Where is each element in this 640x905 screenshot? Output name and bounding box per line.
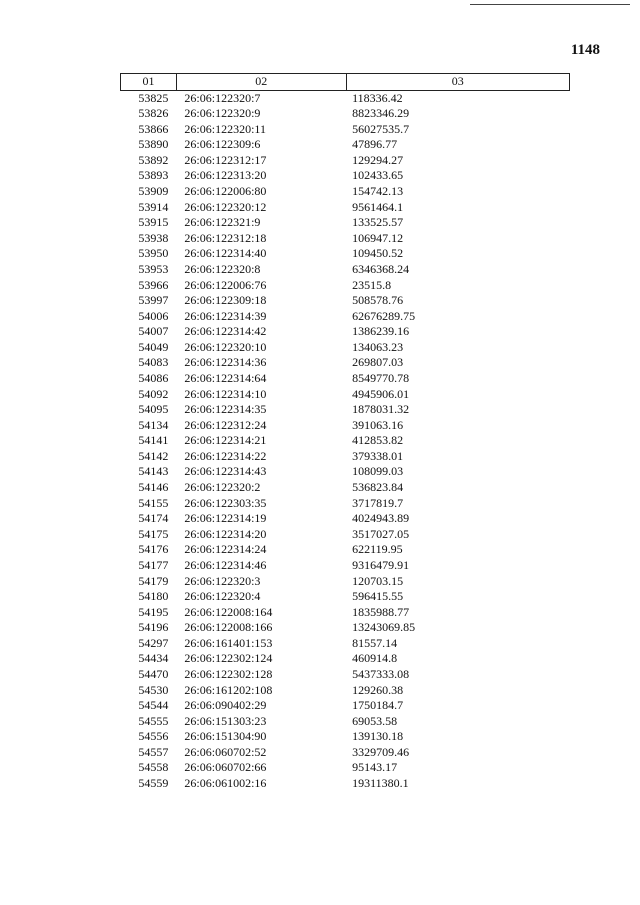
table-row: [121, 511, 570, 527]
cadastral-number-cell: 26:06:060702:52: [184, 744, 267, 759]
cadastral-number-cell: 26:06:060702:66: [184, 760, 267, 775]
row-id-cell: 53826: [138, 106, 169, 121]
row-id-cell: 54559: [138, 776, 169, 791]
value-cell: 1878031.32: [352, 402, 410, 417]
row-id-cell: 53914: [138, 199, 169, 214]
cadastral-number-cell: 26:06:122320:12: [184, 199, 267, 214]
row-id-cell: 54177: [138, 557, 169, 572]
table-row: [121, 278, 570, 294]
value-cell: 81557.14: [352, 635, 398, 650]
table-row: [121, 745, 570, 761]
table-row: [121, 542, 570, 558]
value-cell: 56027535.7: [352, 121, 410, 136]
column-header-02: 02: [176, 74, 346, 91]
value-cell: 9316479.91: [352, 557, 410, 572]
cadastral-number-cell: 26:06:122314:20: [184, 526, 267, 541]
table-row: [121, 776, 570, 792]
value-cell: 109450.52: [352, 246, 404, 261]
table-row: [121, 324, 570, 340]
row-id-cell: 54134: [138, 417, 169, 432]
table-row: [121, 651, 570, 667]
row-id-cell: 54180: [138, 589, 169, 604]
table-row: [121, 293, 570, 309]
table-row: [121, 153, 570, 169]
cadastral-number-cell: 26:06:122303:35: [184, 495, 267, 510]
cadastral-number-cell: 26:06:122309:18: [184, 293, 267, 308]
table-row: [121, 683, 570, 699]
column-header-03: 03: [346, 74, 569, 91]
value-cell: 622119.95: [352, 542, 403, 557]
value-cell: 106947.12: [352, 230, 404, 245]
value-cell: 19311380.1: [352, 776, 409, 791]
row-id-cell: 54006: [138, 308, 169, 323]
cadastral-number-cell: 26:06:151304:90: [184, 729, 267, 744]
table-row: [121, 246, 570, 262]
cadastral-number-cell: 26:06:122320:10: [184, 339, 267, 354]
cadastral-number-cell: 26:06:122314:24: [184, 542, 267, 557]
value-cell: 9561464.1: [352, 199, 404, 214]
value-cell: 13243069.85: [352, 620, 416, 635]
cadastral-number-cell: 26:06:122008:166: [184, 620, 273, 635]
table-row: [121, 355, 570, 371]
row-id-cell: 53890: [138, 137, 169, 152]
table-row: [121, 168, 570, 184]
table-row: [121, 90, 570, 106]
value-cell: 379338.01: [352, 448, 404, 463]
table-row: [121, 574, 570, 590]
value-cell: 129294.27: [352, 152, 404, 167]
row-id-cell: 53909: [138, 184, 169, 199]
table-row: [121, 340, 570, 356]
value-cell: 1750184.7: [352, 698, 404, 713]
cadastral-number-cell: 26:06:122006:76: [184, 277, 267, 292]
cadastral-number-cell: 26:06:161401:153: [184, 635, 273, 650]
cadastral-number-cell: 26:06:151303:23: [184, 713, 267, 728]
table-row: [121, 496, 570, 512]
value-cell: 8549770.78: [352, 370, 410, 385]
row-id-cell: 54146: [138, 480, 169, 495]
row-id-cell: 54142: [138, 448, 169, 463]
row-id-cell: 54141: [138, 433, 169, 448]
value-cell: 69053.58: [352, 713, 398, 728]
cadastral-number-cell: 26:06:122312:18: [184, 230, 267, 245]
row-id-cell: 54049: [138, 339, 169, 354]
table-row: [121, 200, 570, 216]
table-row: [121, 558, 570, 574]
table-row: [121, 480, 570, 496]
value-cell: 412853.82: [352, 433, 404, 448]
value-cell: 5437333.08: [352, 666, 410, 681]
table-row: [121, 760, 570, 776]
value-cell: 536823.84: [352, 480, 404, 495]
row-id-cell: 54007: [138, 324, 169, 339]
table-row: [121, 729, 570, 745]
row-id-cell: 53915: [138, 215, 169, 230]
table-body: [121, 90, 570, 792]
cadastral-number-cell: 26:06:122320:8: [184, 261, 261, 276]
cadastral-number-cell: 26:06:122320:11: [184, 121, 266, 136]
table-row: [121, 620, 570, 636]
table-header: [121, 74, 570, 91]
row-id-cell: 53953: [138, 261, 169, 276]
table-row: [121, 418, 570, 434]
table-row: [121, 371, 570, 387]
row-id-cell: 54470: [138, 666, 169, 681]
value-cell: 3517027.05: [352, 526, 410, 541]
cadastral-number-cell: 26:06:122302:128: [184, 666, 273, 681]
row-id-cell: 54176: [138, 542, 169, 557]
table-row: [121, 589, 570, 605]
cadastral-number-cell: 26:06:122314:19: [184, 511, 267, 526]
table-row: [121, 122, 570, 138]
table-row: [121, 309, 570, 325]
row-id-cell: 54174: [138, 511, 169, 526]
value-cell: 596415.55: [352, 589, 404, 604]
cadastral-number-cell: 26:06:122320:7: [184, 90, 261, 105]
table-row: [121, 137, 570, 153]
row-id-cell: 54556: [138, 729, 169, 744]
value-cell: 1386239.16: [352, 324, 410, 339]
value-cell: 47896.77: [352, 137, 398, 152]
row-id-cell: 53892: [138, 152, 169, 167]
table-row: [121, 698, 570, 714]
row-id-cell: 53950: [138, 246, 169, 261]
table-row: [121, 464, 570, 480]
cadastral-number-cell: 26:06:122302:124: [184, 651, 273, 666]
value-cell: 3329709.46: [352, 744, 410, 759]
table-row: [121, 106, 570, 122]
row-id-cell: 54557: [138, 744, 169, 759]
table-row: [121, 527, 570, 543]
cadastral-number-cell: 26:06:122006:80: [184, 184, 267, 199]
table-row: [121, 433, 570, 449]
table-row: [121, 215, 570, 231]
cadastral-number-cell: 26:06:122314:22: [184, 448, 267, 463]
cadastral-number-cell: 26:06:122008:164: [184, 604, 273, 619]
row-id-cell: 54155: [138, 495, 169, 510]
cadastral-number-cell: 26:06:061002:16: [184, 776, 267, 791]
row-id-cell: 54434: [138, 651, 169, 666]
value-cell: 120703.15: [352, 573, 404, 588]
row-id-cell: 53938: [138, 230, 169, 245]
cadastral-number-cell: 26:06:122314:46: [184, 557, 267, 572]
value-cell: 129260.38: [352, 682, 404, 697]
cadastral-number-cell: 26:06:122309:6: [184, 137, 261, 152]
cadastral-number-cell: 26:06:122314:21: [184, 433, 267, 448]
row-id-cell: 54083: [138, 355, 169, 370]
value-cell: 4024943.89: [352, 511, 410, 526]
value-cell: 508578.76: [352, 293, 404, 308]
value-cell: 108099.03: [352, 464, 404, 479]
value-cell: 6346368.24: [352, 261, 410, 276]
data-table: [120, 73, 570, 792]
cadastral-number-cell: 26:06:122314:42: [184, 324, 267, 339]
cadastral-number-cell: 26:06:122320:9: [184, 106, 261, 121]
cadastral-number-cell: 26:06:122320:3: [184, 573, 261, 588]
table-row: [121, 636, 570, 652]
row-id-cell: 54179: [138, 573, 169, 588]
column-header-01: 01: [121, 74, 177, 91]
row-id-cell: 54175: [138, 526, 169, 541]
table-row: [121, 605, 570, 621]
cadastral-number-cell: 26:06:122314:35: [184, 402, 267, 417]
row-id-cell: 54143: [138, 464, 169, 479]
row-id-cell: 54297: [138, 635, 169, 650]
value-cell: 23515.8: [352, 277, 392, 292]
row-id-cell: 54086: [138, 370, 169, 385]
table-row: [121, 262, 570, 278]
value-cell: 8823346.29: [352, 106, 410, 121]
row-id-cell: 53893: [138, 168, 169, 183]
cadastral-number-cell: 26:06:122314:64: [184, 370, 267, 385]
row-id-cell: 54195: [138, 604, 169, 619]
row-id-cell: 53966: [138, 277, 169, 292]
cadastral-number-cell: 26:06:122314:39: [184, 308, 267, 323]
cadastral-number-cell: 26:06:161202:108: [184, 682, 273, 697]
value-cell: 95143.17: [352, 760, 398, 775]
value-cell: 269807.03: [352, 355, 404, 370]
value-cell: 139130.18: [352, 729, 404, 744]
value-cell: 102433.65: [352, 168, 404, 183]
cadastral-number-cell: 26:06:122314:36: [184, 355, 267, 370]
table-row: [121, 231, 570, 247]
cadastral-number-cell: 26:06:122314:10: [184, 386, 267, 401]
row-id-cell: 54095: [138, 402, 169, 417]
row-id-cell: 54196: [138, 620, 169, 635]
table-row: [121, 714, 570, 730]
cadastral-number-cell: 26:06:122312:24: [184, 417, 267, 432]
value-cell: 1835988.77: [352, 604, 410, 619]
cadastral-number-cell: 26:06:122313:20: [184, 168, 267, 183]
row-id-cell: 54530: [138, 682, 169, 697]
value-cell: 62676289.75: [352, 308, 416, 323]
cadastral-number-cell: 26:06:122321:9: [184, 215, 261, 230]
row-id-cell: 54558: [138, 760, 169, 775]
row-id-cell: 53997: [138, 293, 169, 308]
cadastral-number-cell: 26:06:090402:29: [184, 698, 267, 713]
table-row: [121, 667, 570, 683]
value-cell: 460914.8: [352, 651, 398, 666]
table-row: [121, 387, 570, 403]
table-row: [121, 184, 570, 200]
table-row: [121, 402, 570, 418]
cadastral-number-cell: 26:06:122320:2: [184, 480, 261, 495]
page-number: 1148: [570, 42, 600, 58]
header-row: [121, 74, 570, 91]
row-id-cell: 53825: [138, 90, 169, 105]
top-rule: [470, 4, 630, 5]
cadastral-number-cell: 26:06:122320:4: [184, 589, 261, 604]
row-id-cell: 54555: [138, 713, 169, 728]
cadastral-number-cell: 26:06:122314:40: [184, 246, 267, 261]
value-cell: 154742.13: [352, 184, 404, 199]
value-cell: 134063.23: [352, 339, 404, 354]
table-row: [121, 449, 570, 465]
value-cell: 4945906.01: [352, 386, 410, 401]
value-cell: 133525.57: [352, 215, 404, 230]
cadastral-number-cell: 26:06:122312:17: [184, 152, 267, 167]
row-id-cell: 53866: [138, 121, 169, 136]
value-cell: 118336.42: [352, 90, 403, 105]
row-id-cell: 54544: [138, 698, 169, 713]
row-id-cell: 54092: [138, 386, 169, 401]
value-cell: 391063.16: [352, 417, 404, 432]
value-cell: 3717819.7: [352, 495, 404, 510]
cadastral-number-cell: 26:06:122314:43: [184, 464, 267, 479]
